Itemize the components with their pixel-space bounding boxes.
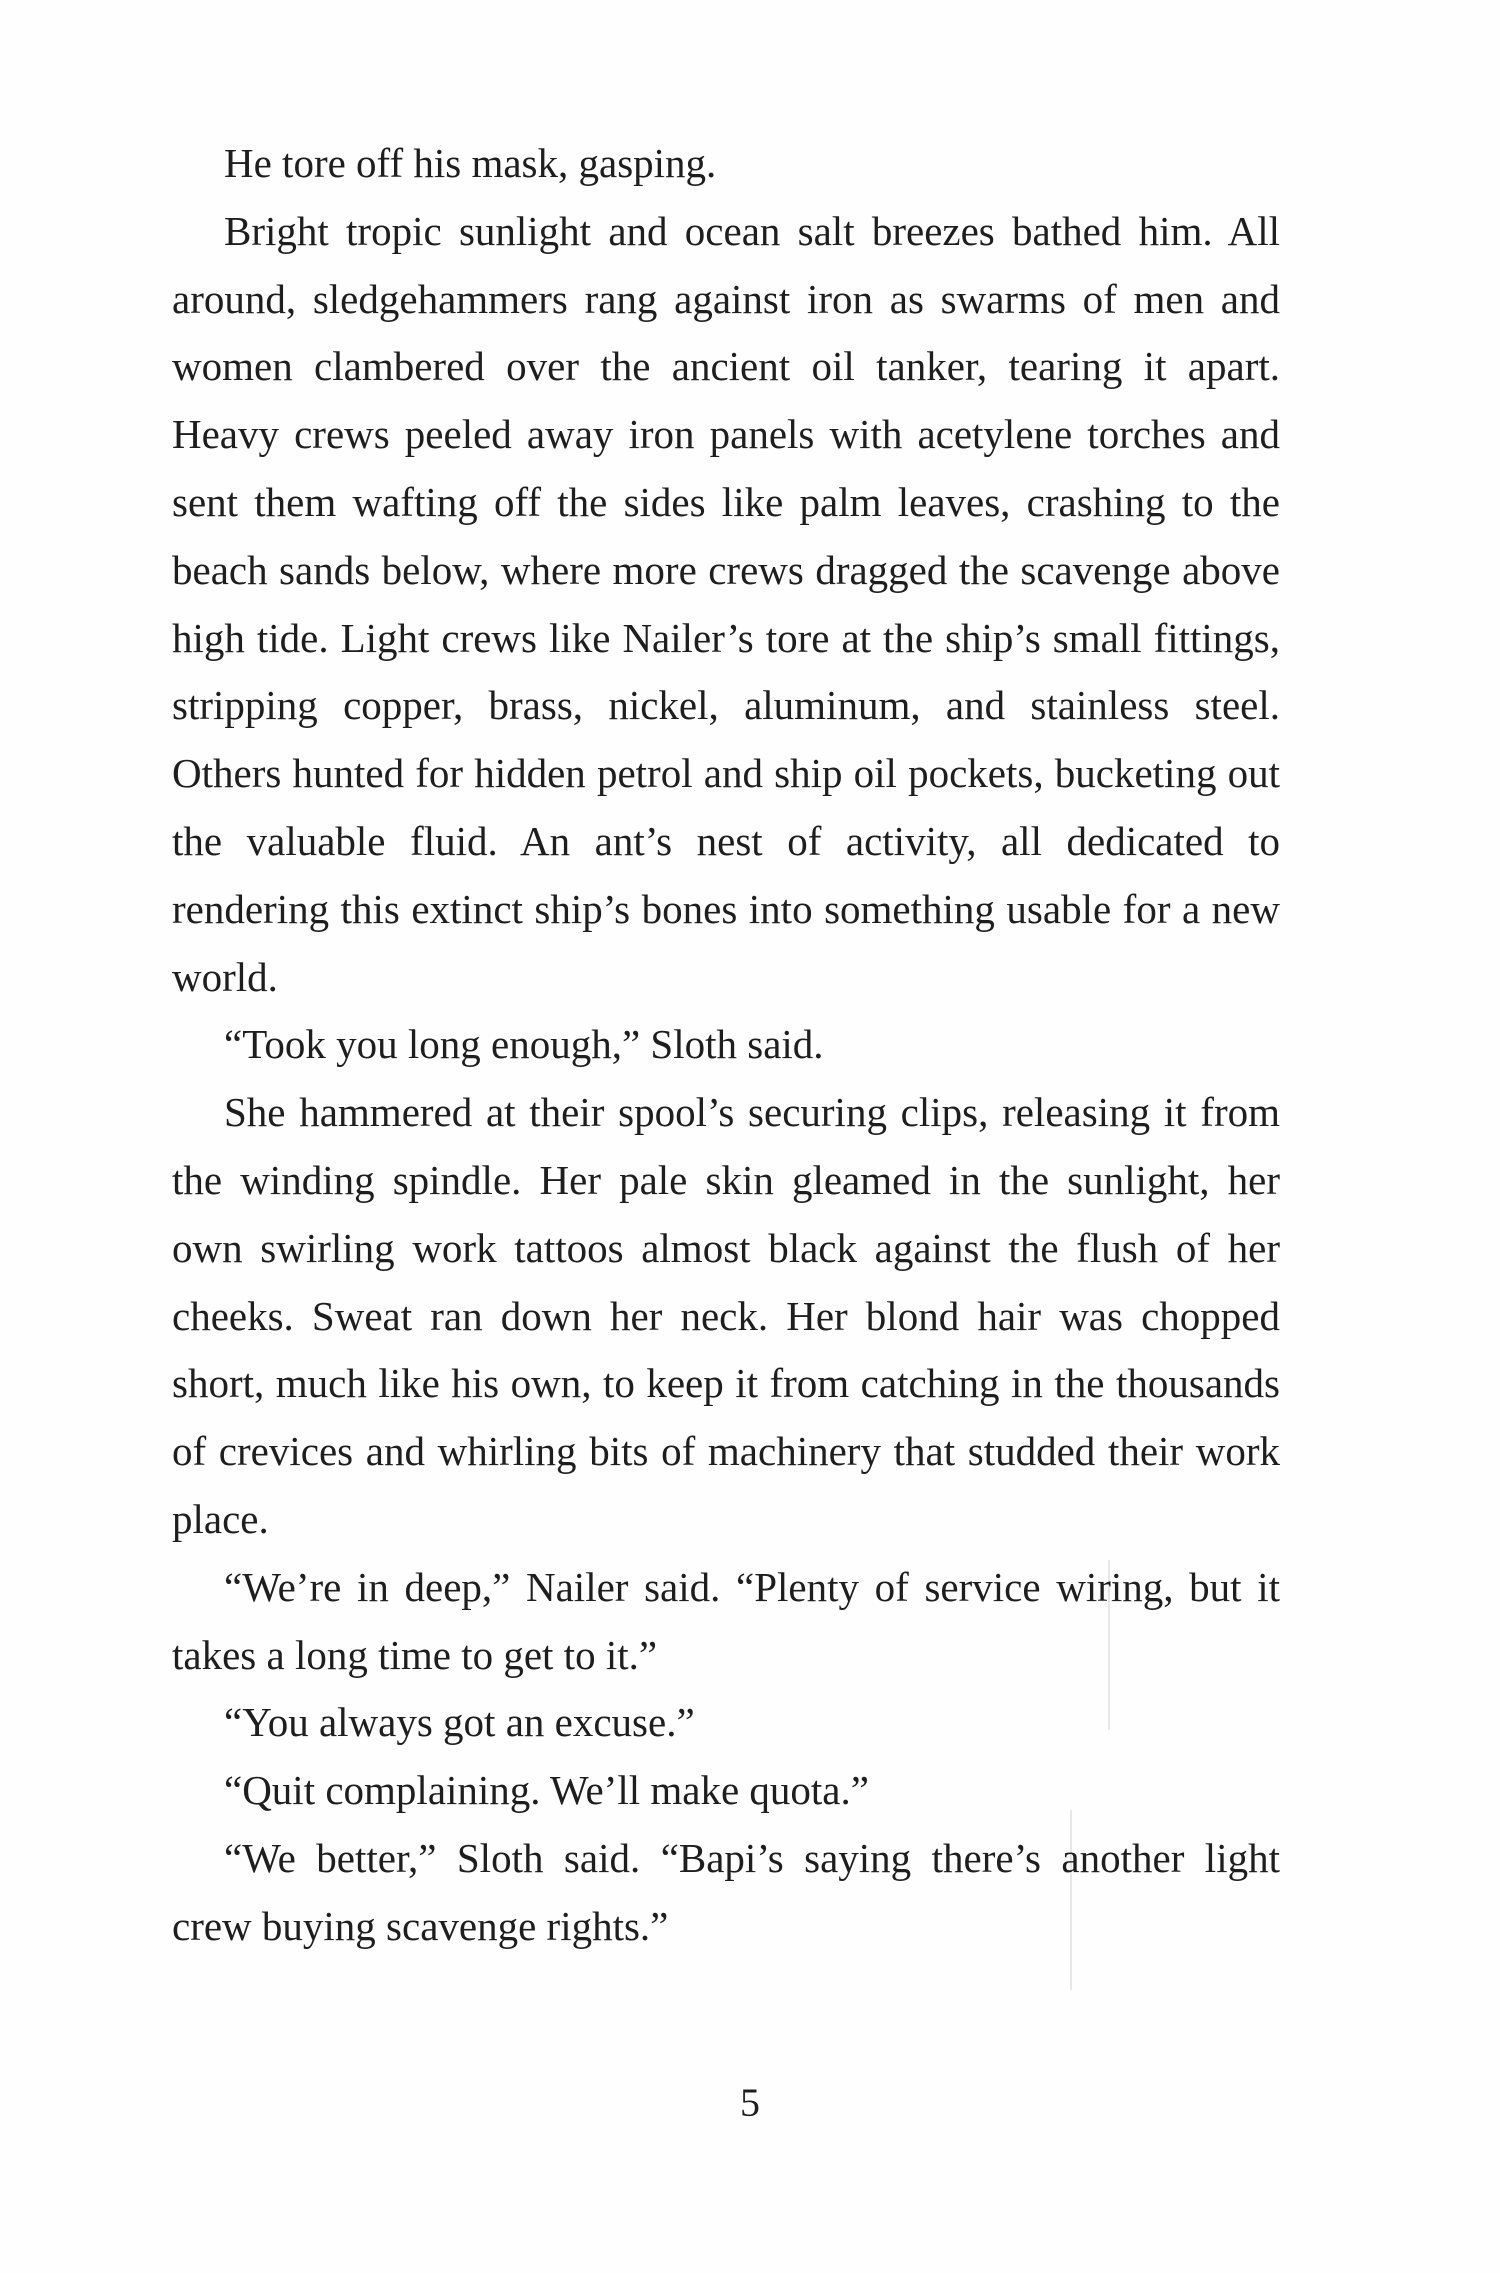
paragraph: “We better,” Sloth said. “Bapi’s saying there’s another light crew buying scavenge rights.”: [172, 1834, 1280, 1949]
body-text: [172, 130, 1280, 1961]
paragraph: “Quit complaining. We’ll make quota.”: [224, 1767, 869, 1814]
paragraph: He tore off his mask, gasping.: [224, 140, 717, 186]
paragraph: “Took you long enough,” Sloth said.: [224, 1021, 824, 1068]
paragraph: “You always got an excuse.”: [224, 1699, 695, 1746]
paragraph: “We’re in deep,” Nailer said. “Plenty of service wiring, but it takes a long time to get to it.”: [172, 1563, 1280, 1678]
paragraph: Bright tropic sunlight and ocean salt breezes bathed him. All around, sledgehammers rang against iron as swarms of men and women clambered over the ancient oil tanker, tearing it apart. Heavy crews peeled away iron panels with acetylene torches and sent them wafting off the sides like palm leaves, crashing to the beach sands below, where more crews dragged the scavenge above high tide. Light crews like Nailer’s tore at the ship’s small fittings, stripping copper, brass, nickel, aluminum, and stainless steel. Others hunted for hidden petrol and ship oil pockets, bucketing out the valuable fluid. An ant’s nest of activity, all dedicated to rendering this extinct ship’s bones into something usable for a new world.: [172, 207, 1280, 1000]
paragraph: She hammered at their spool’s securing clips, releasing it from the winding spindle. Her pale skin gleamed in the sunlight, her own swirling work tattoos almost black against the flush of her cheeks. Sweat ran down her neck. Her blond hair was chopped short, much like his own, to keep it from catching in the thousands of crevices and whirling bits of machinery that studded their work place.: [172, 1089, 1280, 1542]
page-number: 5: [740, 2080, 760, 2125]
